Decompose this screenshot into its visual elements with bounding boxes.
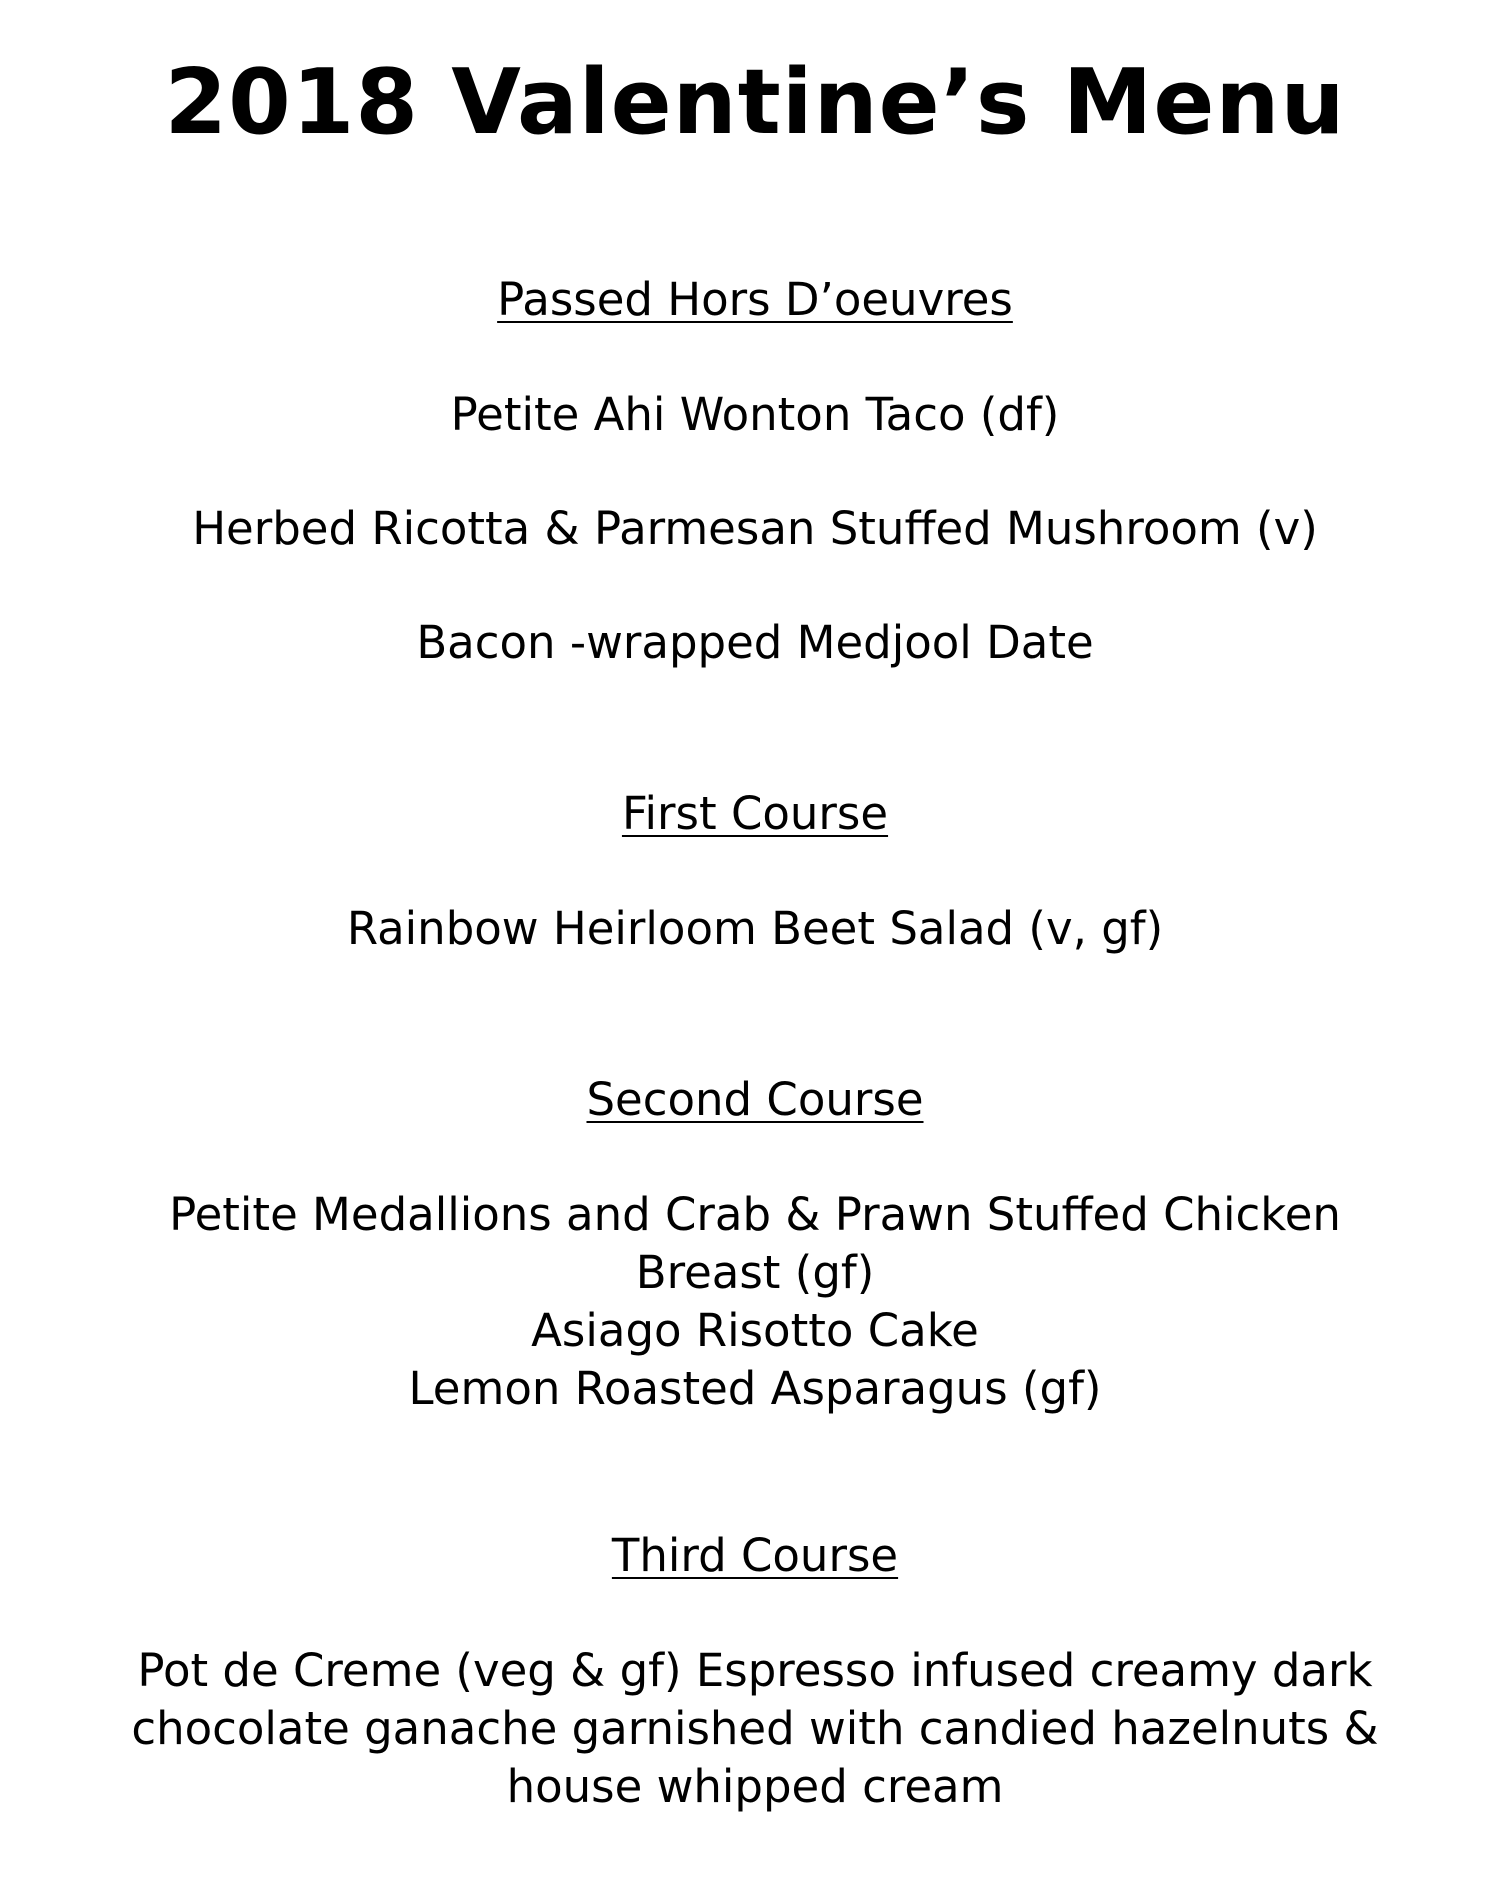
description-line: Lemon Roasted Asparagus (gf) xyxy=(408,1362,1102,1415)
menu-item: Petite Ahi Wonton Taco (df) xyxy=(450,388,1060,441)
third-course-description xyxy=(80,1642,1430,1816)
description-line: Petite Medallions and Crab & Prawn Stuffed Chicken xyxy=(169,1188,1341,1241)
menu-item: Herbed Ricotta & Parmesan Stuffed Mushroom (v) xyxy=(192,502,1318,555)
menu-item: Rainbow Heirloom Beet Salad (v, gf) xyxy=(346,902,1164,955)
section-heading-second-course: Second Course xyxy=(586,1073,924,1126)
description-line: chocolate ganache garnished with candied hazelnuts & xyxy=(131,1702,1379,1755)
section-heading-first-course: First Course xyxy=(621,787,889,840)
section-heading-passed-hors-doeuvres: Passed Hors D’oeuvres xyxy=(497,273,1013,326)
description-line: Pot de Creme (veg & gf) Espresso infused creamy dark xyxy=(137,1644,1373,1697)
section-heading-third-course: Third Course xyxy=(611,1529,899,1582)
description-line: Breast (gf) xyxy=(635,1246,875,1299)
second-course-description xyxy=(80,1186,1430,1418)
description-line: house whipped cream xyxy=(506,1760,1004,1813)
description-line: Asiago Risotto Cake xyxy=(531,1304,979,1357)
menu-title: 2018 Valentine’s Menu xyxy=(164,50,1346,155)
menu-item: Bacon -wrapped Medjool Date xyxy=(416,616,1094,669)
